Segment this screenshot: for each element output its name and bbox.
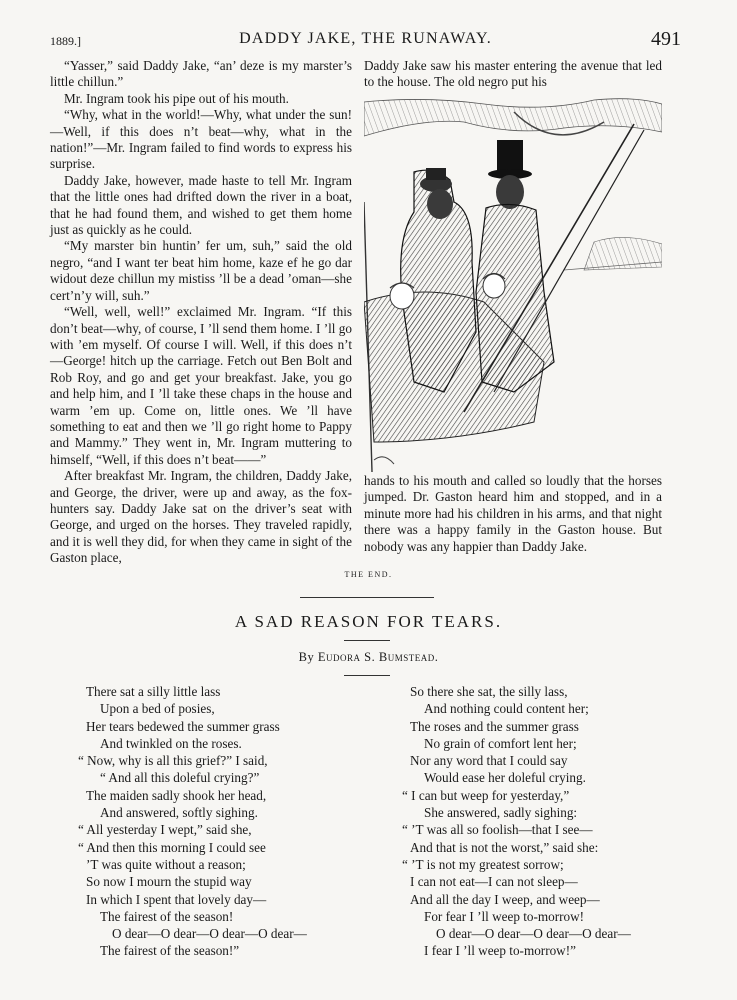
story-end-mark: THE END. xyxy=(344,570,393,579)
story-paragraph: “Yasser,” said Daddy Jake, “an’ deze is my marster’s little chillun.” xyxy=(50,58,352,90)
byline-prefix: By xyxy=(298,650,315,664)
poem-line: I can not eat—I can not sleep— xyxy=(410,874,578,890)
poem-line: I fear I ’ll weep to-morrow!” xyxy=(424,943,576,959)
poem-line: In which I spent that lovely day— xyxy=(86,891,267,907)
poem-line: Upon a bed of posies, xyxy=(100,701,215,717)
story-paragraph: After breakfast Mr. Ingram, the children, Daddy Jake, and George, the driver, were up and away, as the fox-hunters say. Daddy Jake sat on the driver’s seat with George, and urged on the horses. They traveled rapidly, and it is well they did, for when they came in sight of the Gaston place, xyxy=(50,468,352,566)
story-paragraph: “Well, well, well!” exclaimed Mr. Ingram. “If this don’t beat—why, of course, I ’ll send them home. I ’ll go with ’em myself. Of course I will. Well, if this does n’t—George! hitch up the carriage. Fetch out Ben Bolt and Rob Roy, and go and get your breakfast. Jake, you go and help him, and I ’ll take these chaps in the house and warm ’em up. Come on, little ones. We ’ll have something to eat and then we ’ll go right home to Pappy and Mammy.” They went in, Mr. Ingram muttering to himself, “Well, if this does n’t beat——” xyxy=(50,304,352,467)
running-header xyxy=(50,30,681,52)
poem-line: For fear I ’ll weep to-morrow! xyxy=(424,908,585,924)
poem-line: And that is not the worst,” said she: xyxy=(410,839,599,855)
byline-rule xyxy=(344,675,390,676)
page-number: 491 xyxy=(651,28,681,50)
poem-author: Eudora S. Bumstead. xyxy=(317,650,439,664)
poem-line: “ I can but weep for yesterday,” xyxy=(402,787,570,803)
carriage-illustration xyxy=(364,92,662,474)
poem-line: So there she sat, the silly lass, xyxy=(410,684,568,699)
title-rule xyxy=(344,640,390,641)
poem-line: The roses and the summer grass xyxy=(410,718,579,734)
poem-title: A SAD REASON FOR TEARS. xyxy=(234,612,503,631)
story-right-column-bottom xyxy=(364,473,662,555)
poem-byline xyxy=(0,650,737,665)
poem-line: “ And then this morning I could see xyxy=(78,839,266,855)
story-paragraph: “Why, what in the world!—Why, what under the sun!—Well, if this does n’t beat—why, what in the nation!”—Mr. Ingram failed to find words to express his surprise. xyxy=(50,107,352,172)
poem-line: “ Now, why is all this grief?” I said, xyxy=(78,753,268,769)
story-paragraph: “My marster bin huntin’ fer um, suh,” said the old negro, “and I want ter beat him home, kaze ef he go dar widout deze chillun my mistiss ’ll be a dead ’oman—she cert’n’y will, suh.” xyxy=(50,238,352,303)
poem-line: And nothing could content her; xyxy=(424,701,589,717)
poem-line: Her tears bedewed the summer grass xyxy=(86,718,280,734)
poem-line: Nor any word that I could say xyxy=(410,753,568,769)
poem-line: Would ease her doleful crying. xyxy=(424,770,586,786)
poem-line: The fairest of the season! xyxy=(100,908,234,924)
poem-line: O dear—O dear—O dear—O dear— xyxy=(112,926,307,942)
poem-line: “ All yesterday I wept,” said she, xyxy=(78,822,252,838)
poem-line: There sat a silly little lass xyxy=(86,684,221,699)
poem-line: The fairest of the season!” xyxy=(100,943,240,959)
story-paragraph: Daddy Jake saw his master entering the avenue that led to the house. The old negro put his xyxy=(364,58,662,90)
carriage-engraving xyxy=(364,92,662,474)
poem-left-column xyxy=(78,683,358,960)
section-divider xyxy=(300,597,434,598)
poem-line: “ ’T is not my greatest sorrow; xyxy=(402,856,564,872)
poem-line: And twinkled on the roses. xyxy=(100,735,242,751)
poem-line: O dear—O dear—O dear—O dear— xyxy=(436,926,631,942)
story-left-column xyxy=(50,58,352,567)
poem-line: And all the day I weep, and weep— xyxy=(410,891,600,907)
poem-line: No grain of comfort lent her; xyxy=(424,735,577,751)
poem-line: So now I mourn the stupid way xyxy=(86,874,252,890)
story-right-column-top xyxy=(364,58,662,91)
poem-line: The maiden sadly shook her head, xyxy=(86,787,267,803)
poem-line: “ ’T was all so foolish—that I see— xyxy=(402,822,593,838)
poem-line: She answered, sadly sighing: xyxy=(424,805,578,821)
story-paragraph: Daddy Jake, however, made haste to tell Mr. Ingram that the little ones had drifted down the river in a boat, that he had found them, and wished to get them home just as quickly as he could. xyxy=(50,172,352,238)
poem-line: And answered, softly sighing. xyxy=(100,805,258,821)
poem-line: “ And all this doleful crying?” xyxy=(100,770,260,786)
header-year: 1889.] xyxy=(50,34,81,48)
header-title: DADDY JAKE, THE RUNAWAY. xyxy=(239,30,492,47)
story-paragraph: hands to his mouth and called so loudly that the horses jumped. Dr. Gaston heard him and stopped, and in a minute more had his children in his arms, and that night there was a happy family in the Gaston house. But nobody was any happier than Daddy Jake. xyxy=(364,473,662,554)
poem-right-column xyxy=(402,683,682,960)
poem-line: ’T was quite without a reason; xyxy=(86,856,246,872)
story-paragraph: Mr. Ingram took his pipe out of his mouth. xyxy=(64,90,289,106)
